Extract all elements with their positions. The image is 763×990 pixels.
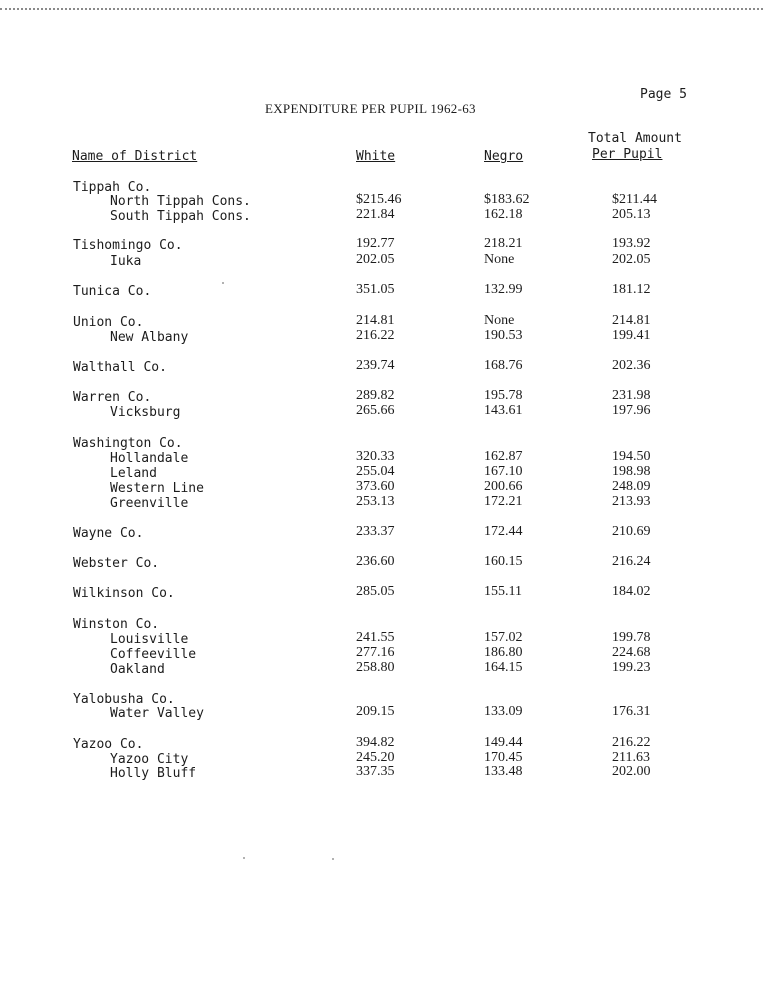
white-value: 289.82 [356,388,395,403]
county-name: Wayne Co. [73,526,144,541]
negro-value: 162.18 [484,207,523,222]
header-white: White [356,149,396,164]
white-value: 216.22 [356,328,395,343]
white-value: 337.35 [356,764,395,779]
negro-value: None [484,313,515,328]
negro-value: 143.61 [484,403,523,418]
negro-value: 133.09 [484,704,523,719]
negro-value: 170.45 [484,750,523,765]
document-title: EXPENDITURE PER PUPIL 1962-63 [265,101,476,116]
total-value: 224.68 [612,645,651,660]
white-value: 245.20 [356,750,395,765]
total-value: 197.96 [612,403,651,418]
county-name: Winston Co. [73,617,160,632]
total-value: 199.23 [612,660,651,675]
white-value: 285.05 [356,584,395,599]
white-value: 202.05 [356,252,395,267]
negro-value: 190.53 [484,328,523,343]
county-name: Wilkinson Co. [73,586,175,601]
white-value: 351.05 [356,282,395,297]
district-name: Water Valley [110,706,204,721]
total-value: 176.31 [612,704,651,719]
district-name: South Tippah Cons. [110,209,251,224]
district-name: Oakland [110,662,165,677]
negro-value: 157.02 [484,630,523,645]
white-value: 373.60 [356,479,395,494]
county-name: Tippah Co. [73,180,152,195]
negro-value: 200.66 [484,479,523,494]
negro-value: 218.21 [484,236,523,251]
county-name: Walthall Co. [73,360,167,375]
white-value: 209.15 [356,704,395,719]
total-value: 202.05 [612,252,651,267]
white-value: 277.16 [356,645,395,660]
total-value: 181.12 [612,282,651,297]
white-value: 233.37 [356,524,395,539]
white-value: 258.80 [356,660,395,675]
total-value: 216.22 [612,735,651,750]
white-value: 253.13 [356,494,395,509]
district-name: North Tippah Cons. [110,194,251,209]
header-district-name: Name of District [72,149,198,164]
total-value: 210.69 [612,524,651,539]
total-value: 214.81 [612,313,651,328]
white-value: 394.82 [356,735,395,750]
negro-value: 133.48 [484,764,523,779]
white-value: $215.46 [356,192,402,207]
county-name: Yalobusha Co. [73,692,175,707]
total-value: 248.09 [612,479,651,494]
negro-value: 172.21 [484,494,523,509]
district-name: Western Line [110,481,204,496]
negro-value: 195.78 [484,388,523,403]
white-value: 221.84 [356,207,395,222]
white-value: 320.33 [356,449,395,464]
district-name: New Albany [110,330,189,345]
total-value: 199.41 [612,328,651,343]
white-value: 265.66 [356,403,395,418]
district-name: Iuka [110,254,142,269]
white-value: 236.60 [356,554,395,569]
total-value: 194.50 [612,449,651,464]
negro-value: 172.44 [484,524,523,539]
district-name: Holly Bluff [110,766,197,781]
negro-value: 168.76 [484,358,523,373]
scan-speck [332,858,334,860]
negro-value: 164.15 [484,660,523,675]
county-name: Webster Co. [73,556,160,571]
negro-value: 162.87 [484,449,523,464]
total-value: 184.02 [612,584,651,599]
page-number: Page 5 [640,87,687,102]
white-value: 239.74 [356,358,395,373]
header-total-line2: Per Pupil [592,147,663,162]
county-name: Warren Co. [73,390,152,405]
white-value: 241.55 [356,630,395,645]
total-value: 211.63 [612,750,650,765]
total-value: 216.24 [612,554,651,569]
negro-value: 160.15 [484,554,523,569]
total-value: 205.13 [612,207,651,222]
district-name: Greenville [110,496,189,511]
district-name: Leland [110,466,157,481]
county-name: Tunica Co. [73,284,152,299]
district-name: Vicksburg [110,405,181,420]
county-name: Yazoo Co. [73,737,144,752]
total-value: 231.98 [612,388,651,403]
scan-speck [243,857,245,859]
header-total-line1: Total Amount [588,131,682,146]
white-value: 255.04 [356,464,395,479]
district-name: Coffeeville [110,647,197,662]
total-value: 202.36 [612,358,651,373]
white-value: 214.81 [356,313,395,328]
scan-speck [222,282,224,284]
negro-value: 167.10 [484,464,523,479]
total-value: 198.98 [612,464,651,479]
district-name: Hollandale [110,451,189,466]
negro-value: 155.11 [484,584,522,599]
negro-value: 186.80 [484,645,523,660]
county-name: Washington Co. [73,436,183,451]
county-name: Tishomingo Co. [73,238,183,253]
district-name: Louisville [110,632,189,647]
negro-value: 149.44 [484,735,523,750]
total-value: 199.78 [612,630,651,645]
negro-value: $183.62 [484,192,530,207]
district-name: Yazoo City [110,752,189,767]
header-negro: Negro [484,149,524,164]
negro-value: 132.99 [484,282,523,297]
county-name: Union Co. [73,315,144,330]
total-value: $211.44 [612,192,657,207]
white-value: 192.77 [356,236,395,251]
total-value: 193.92 [612,236,651,251]
total-value: 202.00 [612,764,651,779]
total-value: 213.93 [612,494,651,509]
negro-value: None [484,252,515,267]
